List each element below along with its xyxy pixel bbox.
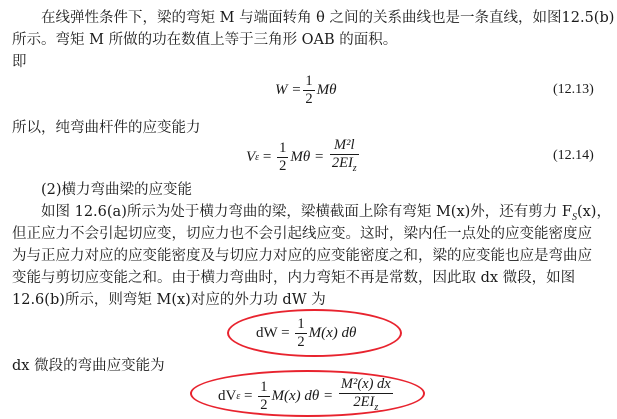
para3-line4: 变能与剪切应变能之和。由于横力弯曲时，内力弯矩不再是常数，因此取 dx 微段，如图	[12, 270, 576, 286]
para1-line2: 所示。弯矩 M 所做的功在数值上等于三角形 OAB 的面积。	[12, 32, 398, 48]
para3-line1-text: 如图 12.6(a)所示为处于横力弯曲的梁，梁横截面上除有弯矩 M(x)外，还有剪力 F	[41, 204, 572, 220]
eq4-dV: dV	[218, 387, 237, 404]
equation-12-13	[275, 70, 337, 110]
section-heading: (2)横力弯曲梁的应变能	[41, 182, 193, 198]
eq1-num: 1	[305, 72, 313, 89]
para2: 所以，纯弯曲杆件的应变能力	[12, 120, 201, 136]
eq4-dV-sub: ε	[236, 390, 241, 402]
eq2-den2-wrap	[330, 155, 359, 177]
eq1-lhs: W =	[275, 81, 302, 98]
eq3-rhs: M(x) dθ	[308, 324, 357, 341]
eq4-num2: M²(x) dx	[340, 376, 391, 392]
eq2-den: 2	[279, 157, 287, 174]
eq2-fraction1	[277, 140, 288, 175]
eq4-den2: 2EI	[353, 394, 375, 410]
eq2-den2: 2EI	[331, 155, 353, 171]
eq3-den: 2	[297, 333, 305, 350]
eq4-mid: M(x) dθ =	[271, 387, 337, 404]
para3-line2: 但正应力不会引起切应变，切应力也不会引起线应变。这时，梁内任一点处的应变能密度应	[12, 226, 592, 242]
eq2-num: 1	[279, 139, 287, 156]
eq2-eq: =	[259, 148, 276, 165]
eq2-mid: Mθ =	[290, 148, 328, 165]
eq3-lhs: dW =	[256, 324, 294, 341]
para1-line1: 在线弹性条件下，梁的弯矩 M 与端面转角 θ 之间的关系曲线也是一条直线，如图12.5(b)	[41, 10, 615, 26]
para3-line3: 为与正应力对应的应变能密度及与切应力对应的应变能密度之和，梁的应变能也应是弯曲应	[12, 248, 592, 264]
eq2-num2: M²l	[330, 137, 359, 155]
eq4-den2-sub: z	[374, 402, 379, 413]
eq2-den2-sub: z	[352, 163, 357, 174]
eq4-eq: =	[240, 387, 257, 404]
para3-line1-sub: S	[571, 212, 577, 223]
red-annotation-oval-2	[190, 370, 425, 417]
eq1-den: 2	[305, 90, 313, 107]
eq4-den: 2	[260, 396, 268, 413]
eq2-fraction2	[330, 137, 359, 177]
equation-12-14	[246, 135, 361, 179]
para1-line3: 即	[12, 54, 27, 70]
eq2-V-sub: ε	[255, 151, 260, 163]
eq1-number: (12.13)	[553, 82, 594, 97]
para3-line1-end: (x)，	[576, 204, 611, 220]
eq4-num: 1	[260, 378, 268, 395]
red-annotation-oval-1	[227, 309, 402, 357]
eq1-fraction	[303, 73, 314, 108]
eq3-num: 1	[297, 315, 305, 332]
para3-line5: 12.6(b)所示，则弯矩 M(x)对应的外力功 dW 为	[12, 292, 326, 308]
eq2-V: V	[246, 148, 256, 165]
para4: dx 微段的弯曲应变能为	[12, 358, 165, 374]
eq1-rhs: Mθ	[316, 81, 337, 98]
eq2-number: (12.14)	[553, 148, 594, 163]
